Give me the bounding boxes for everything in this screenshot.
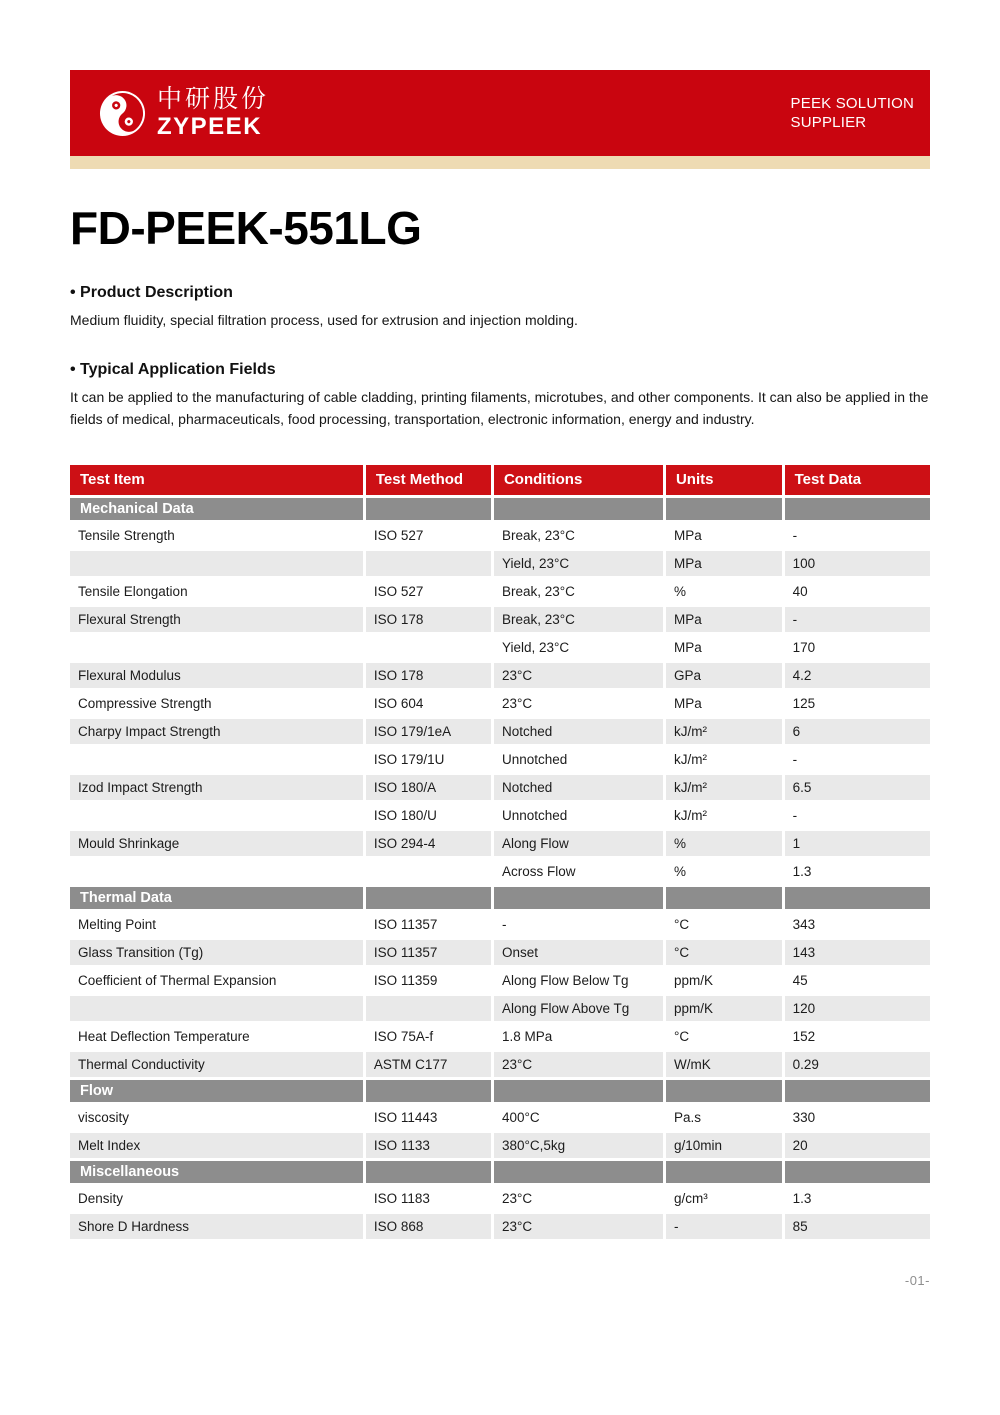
section-row [70, 1080, 930, 1105]
table-cell: kJ/m² [666, 719, 785, 747]
table-cell: ISO 179/1eA [366, 719, 494, 747]
section-label: Flow [70, 1080, 366, 1105]
product-description-section [70, 284, 930, 331]
table-cell: 400°C [494, 1105, 666, 1133]
table-row [70, 551, 930, 579]
section-cell [494, 1161, 666, 1186]
column-header: Test Data [785, 465, 930, 498]
tagline-line-1: PEEK SOLUTION [790, 95, 914, 112]
section-cell [366, 1080, 494, 1105]
tagline-line-2: SUPPLIER [790, 114, 867, 131]
table-row [70, 1052, 930, 1080]
table-cell: 330 [785, 1105, 930, 1133]
section-cell [785, 887, 930, 912]
table-cell: 1.3 [785, 859, 930, 887]
table-row [70, 579, 930, 607]
table-cell: Thermal Conductivity [70, 1052, 366, 1080]
table-cell [70, 635, 366, 663]
table-cell: ISO 11357 [366, 912, 494, 940]
table-cell: Along Flow Below Tg [494, 968, 666, 996]
column-header: Test Item [70, 465, 366, 498]
section-cell [666, 887, 785, 912]
table-cell: °C [666, 912, 785, 940]
table-cell: Melt Index [70, 1133, 366, 1161]
table-cell: 20 [785, 1133, 930, 1161]
table-cell: Onset [494, 940, 666, 968]
logo-text [157, 87, 269, 139]
table-cell: 85 [785, 1214, 930, 1242]
table-cell: Notched [494, 775, 666, 803]
table-cell: 343 [785, 912, 930, 940]
table-cell: kJ/m² [666, 747, 785, 775]
table-cell: ISO 180/A [366, 775, 494, 803]
spec-table-body [70, 498, 930, 1242]
table-cell: 120 [785, 996, 930, 1024]
table-cell: 4.2 [785, 663, 930, 691]
table-cell: Unnotched [494, 803, 666, 831]
table-cell [70, 747, 366, 775]
table-cell: 45 [785, 968, 930, 996]
table-cell: ISO 178 [366, 663, 494, 691]
section-label: Mechanical Data [70, 498, 366, 523]
table-cell: MPa [666, 607, 785, 635]
table-cell: ISO 604 [366, 691, 494, 719]
table-row [70, 1133, 930, 1161]
table-cell: kJ/m² [666, 803, 785, 831]
spec-table [70, 465, 930, 1242]
table-cell: Melting Point [70, 912, 366, 940]
table-cell: 0.29 [785, 1052, 930, 1080]
table-cell: W/mK [666, 1052, 785, 1080]
table-cell: 23°C [494, 1052, 666, 1080]
table-cell: Tensile Elongation [70, 579, 366, 607]
zypeek-swirl-logo-icon [99, 90, 146, 137]
table-row [70, 691, 930, 719]
table-cell: Across Flow [494, 859, 666, 887]
table-row [70, 803, 930, 831]
table-cell: g/cm³ [666, 1186, 785, 1214]
section-label: Thermal Data [70, 887, 366, 912]
table-cell: ASTM C177 [366, 1052, 494, 1080]
logo-english-name: ZYPEEK [157, 113, 263, 140]
table-cell: Glass Transition (Tg) [70, 940, 366, 968]
table-cell: g/10min [666, 1133, 785, 1161]
table-row [70, 775, 930, 803]
table-cell: Coefficient of Thermal Expansion [70, 968, 366, 996]
table-cell: 23°C [494, 691, 666, 719]
table-cell: ISO 868 [366, 1214, 494, 1242]
table-cell: kJ/m² [666, 775, 785, 803]
table-row [70, 1186, 930, 1214]
section-cell [785, 498, 930, 523]
table-row [70, 719, 930, 747]
section-cell [494, 1080, 666, 1105]
table-cell [366, 635, 494, 663]
table-row [70, 747, 930, 775]
supplier-tagline [791, 94, 914, 132]
product-title: FD-PEEK-551LG [70, 202, 422, 254]
table-cell: % [666, 831, 785, 859]
product-description-heading: • Product Description [70, 284, 930, 302]
table-row [70, 663, 930, 691]
table-row [70, 1105, 930, 1133]
column-header: Units [666, 465, 785, 498]
table-row [70, 940, 930, 968]
table-row [70, 968, 930, 996]
section-row [70, 887, 930, 912]
table-cell: MPa [666, 551, 785, 579]
table-cell: - [785, 523, 930, 551]
table-cell: - [785, 607, 930, 635]
table-cell: Mould Shrinkage [70, 831, 366, 859]
table-cell: ISO 179/1U [366, 747, 494, 775]
table-cell: - [785, 803, 930, 831]
table-cell: 1.3 [785, 1186, 930, 1214]
brand-banner [70, 70, 930, 156]
table-cell: ISO 11359 [366, 968, 494, 996]
table-cell: MPa [666, 523, 785, 551]
logo-chinese-name: 中研股份 [157, 85, 270, 113]
table-cell: ppm/K [666, 996, 785, 1024]
table-cell: ISO 180/U [366, 803, 494, 831]
table-cell [70, 551, 366, 579]
table-cell: 170 [785, 635, 930, 663]
table-cell: ISO 527 [366, 579, 494, 607]
table-row [70, 831, 930, 859]
table-cell: MPa [666, 635, 785, 663]
table-row [70, 523, 930, 551]
table-cell: Compressive Strength [70, 691, 366, 719]
banner-accent-strip [70, 156, 930, 169]
section-cell [366, 1161, 494, 1186]
table-cell: ISO 75A-f [366, 1024, 494, 1052]
table-cell: 23°C [494, 1186, 666, 1214]
table-cell: Yield, 23°C [494, 635, 666, 663]
table-cell: Notched [494, 719, 666, 747]
section-cell [666, 1161, 785, 1186]
table-row [70, 607, 930, 635]
table-cell: Density [70, 1186, 366, 1214]
section-cell [666, 1080, 785, 1105]
product-description-text: Medium fluidity, special filtration process, used for extrusion and injection molding. [70, 311, 578, 328]
table-cell: Izod Impact Strength [70, 775, 366, 803]
table-cell: % [666, 579, 785, 607]
table-cell: ppm/K [666, 968, 785, 996]
table-row [70, 1024, 930, 1052]
table-cell [70, 803, 366, 831]
table-cell: 143 [785, 940, 930, 968]
table-cell: Charpy Impact Strength [70, 719, 366, 747]
table-cell: Along Flow [494, 831, 666, 859]
table-cell: 380°C,5kg [494, 1133, 666, 1161]
table-cell: 40 [785, 579, 930, 607]
table-cell: 125 [785, 691, 930, 719]
section-label: Miscellaneous [70, 1161, 366, 1186]
table-cell: Heat Deflection Temperature [70, 1024, 366, 1052]
section-cell [785, 1080, 930, 1105]
table-row [70, 996, 930, 1024]
table-cell [366, 859, 494, 887]
table-cell: 1 [785, 831, 930, 859]
table-cell: °C [666, 1024, 785, 1052]
table-cell: MPa [666, 691, 785, 719]
section-cell [494, 498, 666, 523]
table-cell: °C [666, 940, 785, 968]
table-cell: 100 [785, 551, 930, 579]
table-row [70, 859, 930, 887]
table-cell: Break, 23°C [494, 523, 666, 551]
table-cell [366, 551, 494, 579]
table-row [70, 1214, 930, 1242]
table-cell: ISO 11357 [366, 940, 494, 968]
application-fields-heading: • Typical Application Fields [70, 361, 930, 379]
section-cell [666, 498, 785, 523]
table-row [70, 635, 930, 663]
section-cell [785, 1161, 930, 1186]
table-cell: Yield, 23°C [494, 551, 666, 579]
application-fields-text: It can be applied to the manufacturing of cable cladding, printing filaments, microtubes, and other components. It can also be applied in the fields of medical, pharmaceuticals, food processing, transportation, electronic information, energy and industry. [70, 388, 929, 427]
table-cell: ISO 178 [366, 607, 494, 635]
table-cell: ISO 294-4 [366, 831, 494, 859]
table-cell: Flexural Strength [70, 607, 366, 635]
table-cell: 6.5 [785, 775, 930, 803]
table-cell: 23°C [494, 663, 666, 691]
table-cell: Flexural Modulus [70, 663, 366, 691]
column-header: Conditions [494, 465, 666, 498]
table-cell [70, 996, 366, 1024]
table-cell [366, 996, 494, 1024]
table-cell: - [666, 1214, 785, 1242]
table-cell: Break, 23°C [494, 579, 666, 607]
table-cell: viscosity [70, 1105, 366, 1133]
table-cell: ISO 1133 [366, 1133, 494, 1161]
table-cell: Pa.s [666, 1105, 785, 1133]
table-cell: Unnotched [494, 747, 666, 775]
table-cell: 152 [785, 1024, 930, 1052]
application-fields-section [70, 361, 930, 430]
page-number: -01- [904, 1272, 930, 1288]
section-cell [494, 887, 666, 912]
table-cell: Break, 23°C [494, 607, 666, 635]
section-row [70, 1161, 930, 1186]
table-cell: Tensile Strength [70, 523, 366, 551]
table-cell: ISO 1183 [366, 1186, 494, 1214]
table-cell: - [785, 747, 930, 775]
table-cell: 1.8 MPa [494, 1024, 666, 1052]
table-cell: ISO 527 [366, 523, 494, 551]
table-cell: - [494, 912, 666, 940]
spec-table-head [70, 465, 930, 498]
section-row [70, 498, 930, 523]
table-cell: Shore D Hardness [70, 1214, 366, 1242]
table-row [70, 912, 930, 940]
table-cell [70, 859, 366, 887]
section-cell [366, 498, 494, 523]
column-header: Test Method [366, 465, 494, 498]
table-cell: % [666, 859, 785, 887]
table-cell: GPa [666, 663, 785, 691]
header-row [70, 465, 930, 498]
logo [99, 87, 269, 139]
table-cell: 6 [785, 719, 930, 747]
table-cell: ISO 11443 [366, 1105, 494, 1133]
table-cell: 23°C [494, 1214, 666, 1242]
section-cell [366, 887, 494, 912]
table-cell: Along Flow Above Tg [494, 996, 666, 1024]
